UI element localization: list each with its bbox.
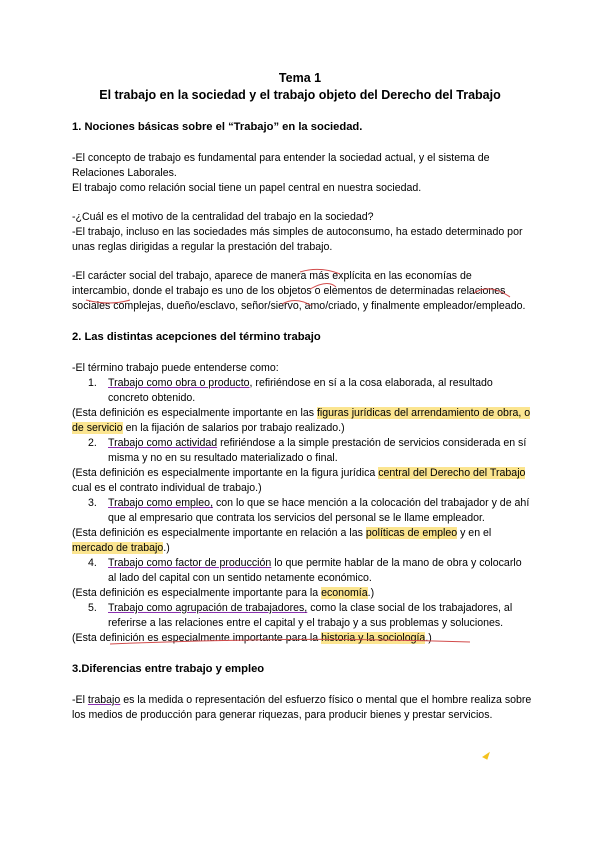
note-text: .) (425, 632, 432, 644)
highlighted-text: central del Derecho del Trabajo (378, 467, 526, 479)
list-item (72, 436, 532, 466)
note-text: .) (367, 587, 375, 599)
term-underlined: Trabajo como agrupación de trabajadores, (108, 602, 308, 614)
definition-note (72, 631, 532, 646)
item-text: , refiriéndose en sí a la cosa elaborada, al resultado concreto obtenido. (108, 377, 493, 404)
section1-question: -¿Cuál es el motivo de la centralidad del trabajo en la sociedad? (72, 211, 374, 223)
document-body (72, 120, 532, 723)
doc-subtitle: El trabajo en la sociedad y el trabajo objeto del Derecho del Trabajo (99, 88, 501, 102)
term-underlined: Trabajo como actividad (108, 437, 218, 449)
highlighted-text: mercado de trabajo (72, 542, 164, 554)
highlighted-text: historia y la sociología (321, 632, 426, 644)
list-item (72, 376, 532, 406)
highlighted-text: figuras jurídicas del arrendamiento de obra, o de servicio (72, 407, 531, 434)
note-text: y en el (457, 527, 492, 539)
definition-note (72, 466, 532, 496)
term-underlined: trabajo (87, 694, 121, 706)
note-text: (Esta definición es especialmente importante en la figura jurídica (72, 467, 379, 479)
list-number: 3. (88, 497, 97, 509)
section1-paragraph-2: El trabajo como relación social tiene un papel central en nuestra sociedad. (72, 182, 422, 194)
note-text: (Esta definición es especialmente importante en las (72, 407, 317, 419)
list-item (72, 496, 532, 526)
note-text: (Esta definición es especialmente importante en relación a las (72, 527, 366, 539)
term-underlined: Trabajo como empleo, (108, 497, 214, 509)
definition-note (72, 586, 532, 601)
item-text: refiriéndose a la simple prestación de servicios considerada en sí misma y no en su resultado materializado o final. (108, 437, 527, 464)
section3-heading: 3.Diferencias entre trabajo y empleo (72, 663, 265, 675)
list-number: 1. (88, 377, 97, 389)
term-underlined: Trabajo como factor de producción (108, 557, 272, 569)
yellow-ink-mark (483, 753, 489, 759)
section1-answer: -El trabajo, incluso en las sociedades más simples de autoconsumo, ha estado determinado por unas reglas dirigidas a regular la prestación del trabajo. (72, 226, 523, 253)
note-text: (Esta definición es especialmente importante para la (72, 587, 322, 599)
note-text: cual es el contrato individual de trabajo.) (72, 482, 262, 494)
note-text: (Esta definición es especialmente importante para la (72, 632, 322, 644)
section3-paragraph (72, 693, 532, 723)
note-text: en la fijación de salarios por trabajo realizado.) (122, 422, 345, 434)
item-text: como la clase social de los trabajadores, al referirse a las relaciones entre el capital y el trabajo y a sus problemas y soluciones. (108, 602, 513, 629)
item-text: con lo que se hace mención a la colocación del trabajador y de ahí que al empresario que contrata los servicios del personal se le llame empleador. (108, 497, 530, 524)
section2-intro: -El término trabajo puede entenderse como: (72, 362, 279, 374)
term-underlined: Trabajo como obra o producto (108, 377, 250, 389)
list-item (72, 601, 532, 631)
doc-title: Tema 1 (278, 71, 322, 85)
section1-paragraph-1: -El concepto de trabajo es fundamental para entender la sociedad actual, y el sistema de Relaciones Laborales. (72, 152, 490, 179)
list-item (72, 556, 532, 586)
definition-note (72, 406, 532, 436)
paragraph-text: es la medida o representación del esfuerzo físico o mental que el hombre realiza sobre los medios de producción para generar riquezas, para producir bienes y prestar servicios. (72, 694, 532, 721)
highlighted-text: políticas de empleo (365, 527, 458, 539)
list-number: 4. (88, 557, 97, 569)
title-block (0, 70, 600, 104)
paragraph-text: -El (72, 694, 88, 706)
list-number: 2. (88, 437, 97, 449)
section1-heading: 1. Nociones básicas sobre el “Trabajo” en la sociedad. (72, 121, 363, 133)
list-number: 5. (88, 602, 97, 614)
note-text: .) (163, 542, 170, 554)
section1-paragraph-3: -El carácter social del trabajo, aparece de manera más explícita en las economías de intercambio, donde el trabajo es uno de los objetos o elementos de determinadas relaciones sociales complejas, dueño/esclavo, señor/siervo, amo/criado, y finalmente empleador/empleado. (72, 270, 526, 312)
item-text: lo que permite hablar de la mano de obra y colocarlo al lado del capital con un sentido netamente económico. (108, 557, 522, 584)
highlighted-text: economía (321, 587, 368, 599)
definition-note (72, 526, 532, 556)
section2-heading: 2. Las distintas acepciones del término trabajo (72, 331, 321, 343)
